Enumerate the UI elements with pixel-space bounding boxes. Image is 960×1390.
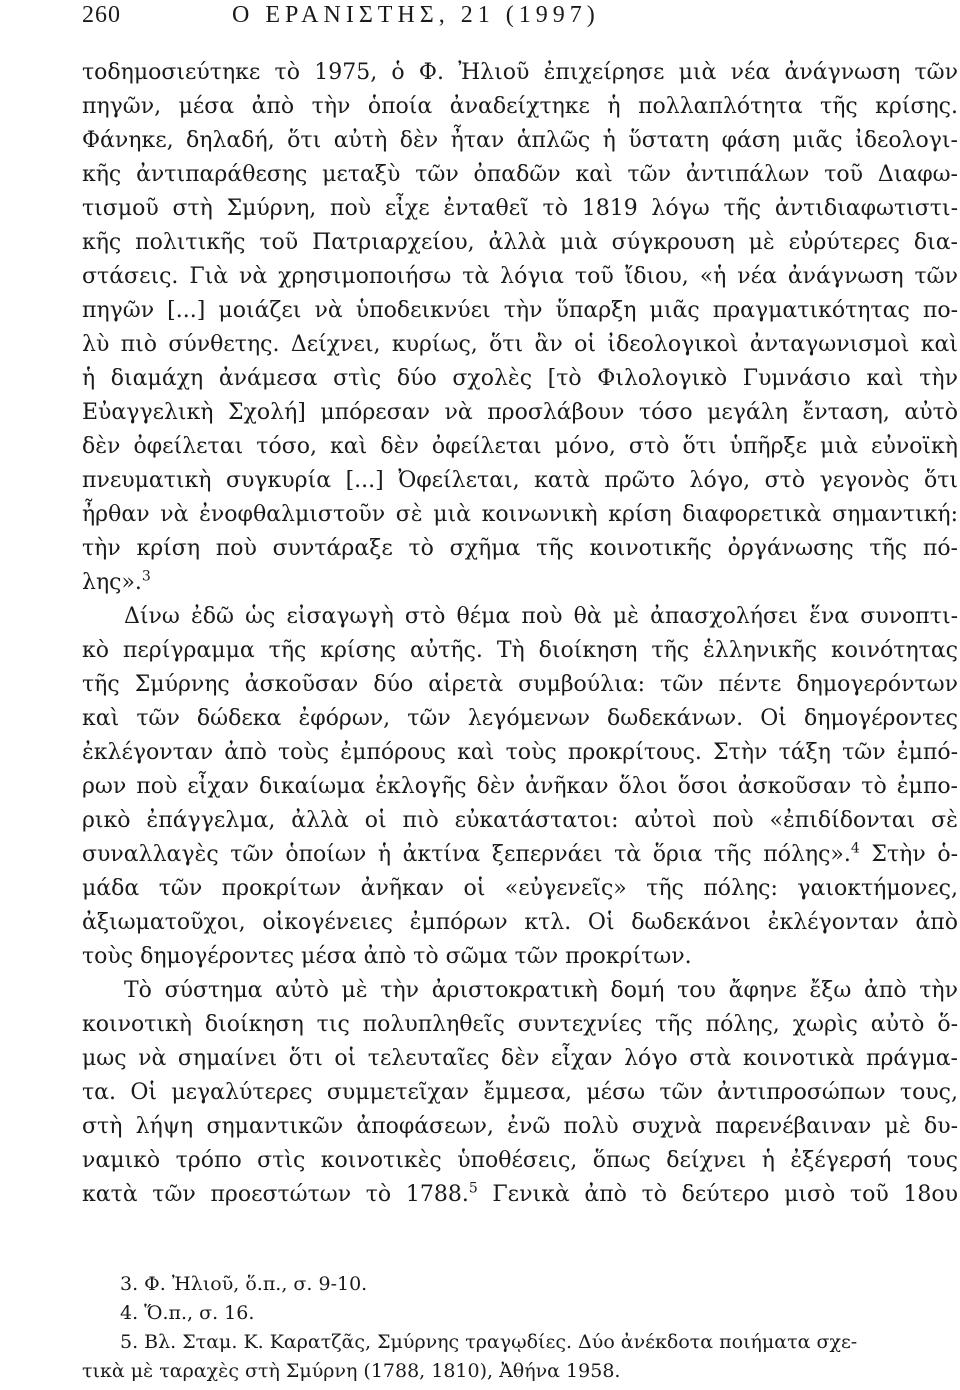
text-line: ναμικὸ τρόπο στὶς κοινοτικὲς ὑποθέσεις, ὅπως δείχνει ἡ ἐξέγερσή τους [82,1148,958,1173]
footnote-ref: 3 [141,568,151,585]
footnotes [82,1270,958,1386]
text-line: Εὐαγγελικὴ Σχολή] μπόρεσαν νὰ προσλάβουν τόσο μεγάλη ἔνταση, αὐτὸ [82,400,958,425]
text-line: κὸ περίγραμμα τῆς κρίσης αὐτῆς. Τὴ διοίκηση τῆς ἑλληνικῆς κοινότητας [82,638,958,663]
body-text [82,56,958,1212]
text-fragment: κατὰ τῶν προεστώτων τὸ 1788. [82,1182,469,1207]
text-line: καὶ τῶν δώδεκα ἐφόρων, τῶν λεγόμενων δωδεκάνων. Οἱ δημογέροντες [82,706,958,731]
text-line: τοδημοσιεύτηκε τὸ 1975, ὁ Φ. Ἠλιοῦ ἐπιχείρησε μιὰ νέα ἀνάγνωση τῶν [82,60,958,85]
text-line: λὺ πιὸ σύνθετης. Δείχνει, κυρίως, ὅτι ἂν οἱ ἰδεολογικοὶ ἀνταγωνισμοὶ καὶ [82,332,958,357]
text-fragment: Γενικὰ ἀπὸ τὸ δεύτερο μισὸ τοῦ 18ου [477,1182,958,1207]
text-line [82,838,958,872]
text-line: μως νὰ σημαίνει ὅτι οἱ τελευταῖες δὲν εἶχαν λόγο στὰ κοινοτικὰ πράγμα- [82,1046,958,1071]
text-line: κῆς πολιτικῆς τοῦ Πατριαρχείου, ἀλλὰ μιὰ σύγκρουση μὲ εὐρύτερες δια- [82,230,958,255]
footnote: 3. Φ. Ἠλιοῦ, ὅ.π., σ. 9-10. [120,1273,368,1295]
text-line: ἦρθαν νὰ ἐνοφθαλμιστοῦν σὲ μιὰ κοινωνικὴ κρίση διαφορετικὰ σημαντική: [82,502,958,527]
text-line: τα. Οἱ μεγαλύτερες συμμετεῖχαν ἔμμεσα, μέσω τῶν ἀντιπροσώπων τους, [82,1080,958,1105]
text-line: ἐκλέγονταν ἀπὸ τοὺς ἐμπόρους καὶ τοὺς προκρίτους. Στὴν τάξη τῶν ἐμπό- [82,740,958,765]
footnote-ref: 5 [468,1180,478,1197]
text-line: ἡ διαμάχη ἀνάμεσα στὶς δύο σχολὲς [τὸ Φιλολογικὸ Γυμνάσιο καὶ τὴν [82,366,958,391]
text-line: στὴ λήψη σημαντικῶν ἀποφάσεων, ἐνῶ πολὺ συχνὰ παρενέβαιναν μὲ δυ- [82,1114,958,1139]
footnote: 4. Ὅ.π., σ. 16. [120,1302,255,1324]
text-fragment: Στὴν ὁ- [859,842,958,867]
text-line: ρων ποὺ εἶχαν δικαίωμα ἐκλογῆς δὲν ἀνῆκαν ὅλοι ὅσοι ἀσκοῦσαν τὸ ἐμπο- [82,774,958,799]
text-line: τοὺς δημογέροντες μέσα ἀπὸ τὸ σῶμα τῶν προκρίτων. [82,944,692,969]
text-line: ρικὸ ἐπάγγελμα, ἀλλὰ οἱ πιὸ εὐκατάστατοι: αὐτοὶ ποὺ «ἐπιδίδονται σὲ [82,808,958,833]
text-line: Φάνηκε, δηλαδή, ὅτι αὐτὴ δὲν ἦταν ἁπλῶς ἡ ὕστατη φάση μιᾶς ἰδεολογι- [82,128,958,153]
text-line: μάδα τῶν προκρίτων ἀνῆκαν οἱ «εὐγενεῖς» τῆς πόλης: γαιοκτήμονες, [82,876,958,901]
text-line: τὴν κρίση ποὺ συντάραξε τὸ σχῆμα τῆς κοινοτικῆς ὀργάνωσης τῆς πό- [82,536,958,561]
text-line: δὲν ὀφείλεται τόσο, καὶ δὲν ὀφείλεται μόνο, στὸ ὅτι ὑπῆρξε μιὰ εὐνοϊκὴ [82,434,958,459]
text-line [82,566,958,600]
running-title: Ο ΕΡΑΝΙΣΤΗΣ, 21 (1997) [232,2,600,28]
text-line: πηγῶν [...] μοιάζει νὰ ὑποδεικνύει τὴν ὕπαρξη μιᾶς πραγματικότητας πο- [82,298,958,323]
text-fragment: συναλλαγὲς τῶν ὁποίων ἡ ἀκτίνα ξεπερνάει τὰ ὅρια τῆς πόλης». [82,842,851,867]
text-line: τῆς Σμύρνης ἀσκοῦσαν δύο αἱρετὰ συμβούλια: τῶν πέντε δημογερόντων [82,672,958,697]
text-line: τισμοῦ στὴ Σμύρνη, ποὺ εἶχε ἐνταθεῖ τὸ 1819 λόγω τῆς ἀντιδιαφωτιστι- [82,196,958,221]
text-fragment: λης». [82,570,142,595]
text-line: κῆς ἀντιπαράθεσης μεταξὺ τῶν ὀπαδῶν καὶ τῶν ἀντιπάλων τοῦ Διαφω- [82,162,958,187]
text-line: ἀξιωματοῦχοι, οἰκογένειες ἐμπόρων κτλ. Οἱ δωδεκάνοι ἐκλέγονταν ἀπὸ [82,910,958,935]
text-line: στάσεις. Γιὰ νὰ χρησιμοποιήσω τὰ λόγια τοῦ ἴδιου, «ἡ νέα ἀνάγνωση τῶν [82,264,958,289]
paragraph-start-line: Δίνω ἐδῶ ὡς εἰσαγωγὴ στὸ θέμα ποὺ θὰ μὲ ἀπασχολήσει ἕνα συνοπτι- [124,604,958,629]
text-line: πηγῶν, μέσα ἀπὸ τὴν ὁποία ἀναδείχτηκε ἡ πολλαπλότητα τῆς κρίσης. [82,94,958,119]
text-line [82,1178,958,1212]
paragraph-start-line: Τὸ σύστημα αὐτὸ μὲ τὴν ἀριστοκρατικὴ δομή του ἄφηνε ἔξω ἀπὸ τὴν [124,978,958,1003]
footnote-continuation: τικὰ μὲ ταραχὲς στὴ Σμύρνη (1788, 1810), Ἀθήνα 1958. [82,1360,621,1382]
text-line: κοινοτικὴ διοίκηση τις πολυπληθεῖς συντεχνίες τῆς πόλης, χωρὶς αὐτὸ ὅ- [82,1012,958,1037]
footnote: 5. Βλ. Σταμ. Κ. Καρατζᾶς, Σμύρνης τραγῳδίες. Δύο ἀνέκδοτα ποιήματα σχε- [120,1331,858,1353]
page-number: 260 [82,2,121,28]
page-header [82,0,960,30]
text-line: πνευματικὴ συγκυρία [...] Ὀφείλεται, κατὰ πρῶτο λόγο, στὸ γεγονὸς ὅτι [82,468,958,493]
footnote-ref: 4 [850,840,860,857]
